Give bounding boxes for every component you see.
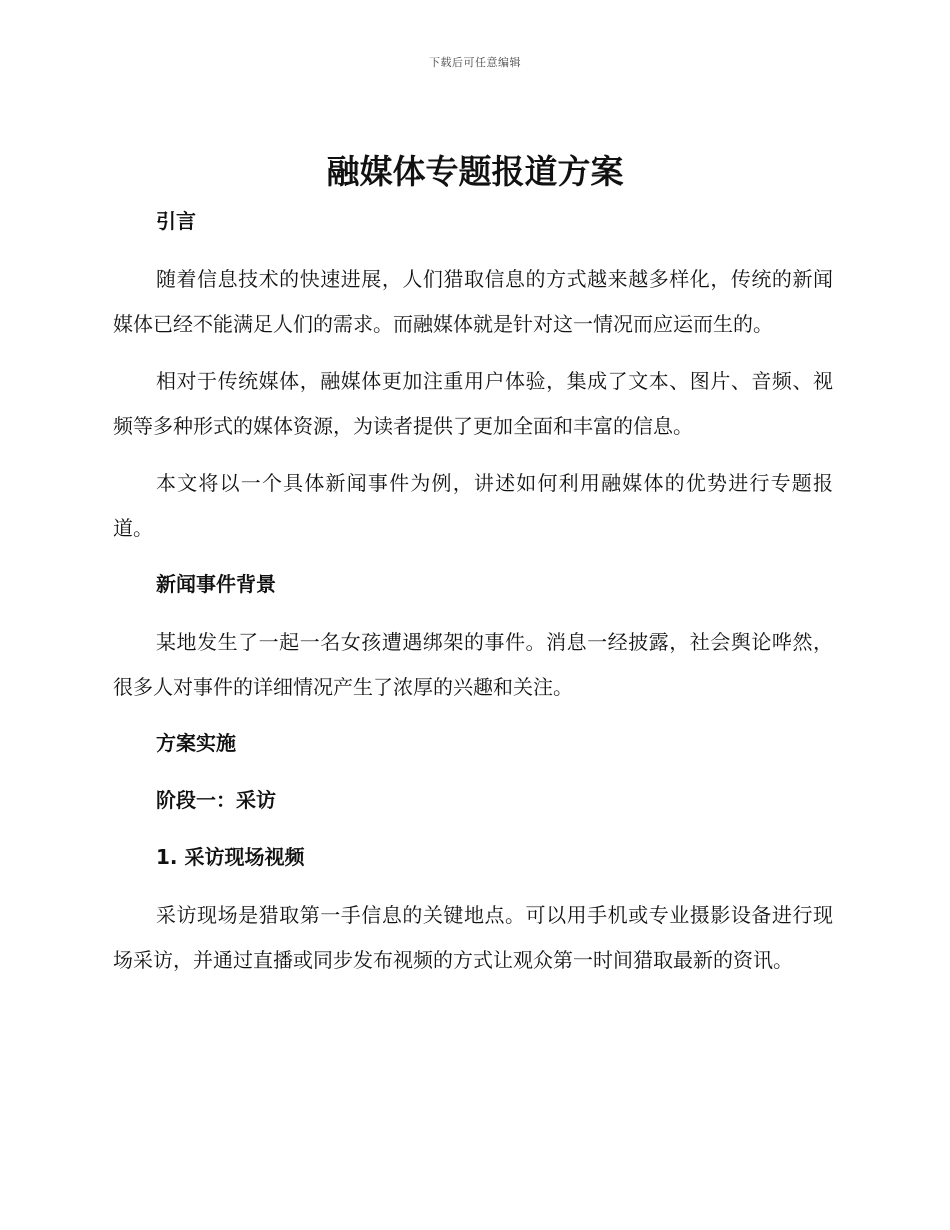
intro-paragraph-2: 相对于传统媒体，融媒体更加注重用户体验，集成了文本、图片、音频、视频等多种形式的媒体资源，为读者提供了更加全面和丰富的信息。: [113, 369, 833, 438]
background-paragraph: 某地发生了一起一名女孩遭遇绑架的事件。消息一经披露，社会舆论哗然，很多人对事件的详细情况产生了浓厚的兴趣和关注。: [113, 630, 833, 699]
header-note: 下载后可任意编辑: [429, 56, 521, 69]
stage1-heading: 阶段一：采访: [156, 788, 276, 812]
intro-paragraph-1: 随着信息技术的快速进展，人们猎取信息的方式越来越多样化，传统的新闻媒体已经不能满足人们的需求。而融媒体就是针对这一情况而应运而生的。: [113, 267, 833, 336]
document-title: 融媒体专题报道方案: [326, 152, 624, 191]
intro-heading: 引言: [156, 209, 196, 233]
item1-heading: 1. 采访现场视频: [156, 845, 305, 869]
plan-heading: 方案实施: [156, 731, 236, 755]
background-heading: 新闻事件背景: [156, 572, 276, 596]
intro-paragraph-3: 本文将以一个具体新闻事件为例，讲述如何利用融媒体的优势进行专题报道。: [113, 471, 833, 540]
item1-paragraph: 采访现场是猎取第一手信息的关键地点。可以用手机或专业摄影设备进行现场采访，并通过直播或同步发布视频的方式让观众第一时间猎取最新的资讯。: [113, 903, 833, 972]
document-body: [113, 200, 833, 995]
